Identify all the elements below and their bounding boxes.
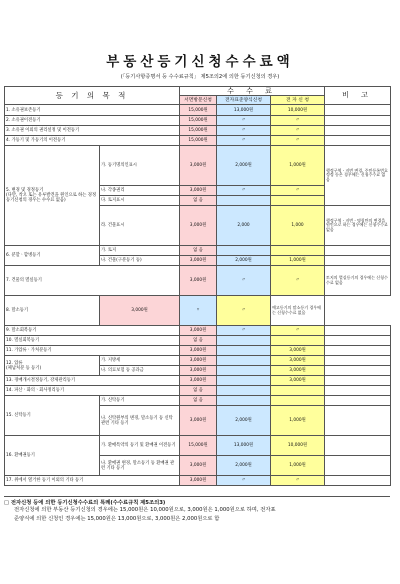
fee-paper: 없 음: [180, 386, 217, 396]
row-name: 3. 소유권 이외의 권리설정 및 이전등기: [5, 126, 180, 136]
row-note: [325, 116, 391, 126]
row-name: 4. 가등기 및 가등기의 이전등기: [5, 136, 180, 146]
fee-eapp: 〃: [271, 186, 325, 196]
row-name: 15. 신탁등기: [5, 396, 100, 436]
fee-paper: 3,000원: [180, 146, 217, 186]
table-row: [5, 126, 391, 136]
row-note: [325, 105, 391, 116]
fee-efile: 13,000원: [217, 105, 271, 116]
row-note: [325, 246, 391, 256]
fee-efile: 〃: [217, 116, 271, 126]
row-name: 6. 분할ㆍ합병등기: [5, 246, 100, 266]
fee-eapp: 〃: [271, 116, 325, 126]
fee-paper: 3,000원: [180, 346, 217, 356]
fee-efile: [217, 336, 271, 346]
fee-efile: 2,000원: [217, 256, 271, 266]
table-row: [5, 476, 391, 486]
fee-paper: 3,000원: [180, 476, 217, 486]
row-note: [325, 456, 391, 476]
fee-paper: 3,000원: [180, 326, 217, 336]
fee-paper: 없 음: [180, 246, 217, 256]
footer-line-2: 준양식에 의한 신청인 경우에는 15,000원은 13,000원으로, 3,000원은 2,000원으로 함: [14, 516, 220, 522]
row-note: 예고등기의 말소등기 경우에는 신청수수료 없음: [271, 296, 325, 326]
row-note: [325, 126, 391, 136]
fee-paper: 15,000원: [180, 126, 217, 136]
fee-eapp: 〃: [271, 476, 325, 486]
row-sub-item: 가. 신탁등기: [100, 396, 180, 406]
fee-efile: [217, 396, 271, 406]
fee-paper: 3,000원: [180, 406, 217, 436]
row-name: 2. 소유권이전등기: [5, 116, 180, 126]
row-name: 11. 가압류ㆍ가처분등기: [5, 346, 180, 356]
fee-paper: 3,000원: [180, 186, 217, 196]
fee-efile: [217, 346, 271, 356]
fee-eapp: [271, 246, 325, 256]
row-name: 14. 파산ㆍ화의ㆍ회사정리등기: [5, 386, 180, 396]
header-purpose: 등 기 의 목 적: [5, 87, 180, 105]
fee-efile: [217, 196, 271, 206]
row-note: [325, 376, 391, 386]
page-subtitle: (「등기사항증명서 등 수수료규칙」 제5조의2에 의한 등기신청의 경우): [120, 74, 280, 80]
table-row: [5, 346, 391, 356]
header-note: 비 고: [325, 87, 391, 105]
row-sub-item: 가. 지방세: [100, 356, 180, 366]
row-note: 행정구역ㆍ지번 변경, 주민등록번호정정 등은 경우에는 신청수수료 없음: [325, 146, 391, 206]
row-name: 5. 변경 및 경정등기 (다만, 착오 또는 유루발견을 원인으로 하는 경정 등기신청의 경우는 수수료 없음): [5, 146, 100, 246]
row-note: [325, 406, 391, 436]
header-col-eapp: 전 자 신 청: [271, 96, 325, 105]
row-sub-item: 나. 의료보험 등 공과금: [100, 366, 180, 376]
table-row: [5, 105, 391, 116]
fee-paper: 없 음: [180, 336, 217, 346]
table-row: [5, 336, 391, 346]
fee-paper: 15,000원: [180, 136, 217, 146]
fee-efile: 〃: [217, 136, 271, 146]
fee-eapp: [271, 386, 325, 396]
fee-efile: 2,000원: [217, 406, 271, 436]
row-note: [325, 356, 391, 366]
fee-efile: 2,000: [217, 206, 271, 246]
row-note: [325, 326, 391, 336]
fee-eapp: 〃: [271, 126, 325, 136]
fee-paper: 없 음: [180, 396, 217, 406]
fee-eapp: 1,000원: [271, 146, 325, 186]
row-name: 9. 말소회복등기: [5, 326, 180, 336]
table-row: [5, 356, 391, 366]
page-title: 부동산등기신청수수료액: [106, 54, 294, 70]
fee-paper: 3,000원: [180, 356, 217, 366]
row-sub-item: 라. 건물표시: [100, 206, 180, 246]
fee-efile: [217, 366, 271, 376]
fee-paper: 3,000원: [180, 456, 217, 476]
table-row: [5, 116, 391, 126]
row-note: [325, 346, 391, 356]
row-name: 8. 말소등기: [5, 296, 100, 326]
fee-paper: 3,000원: [180, 256, 217, 266]
fee-eapp: 〃: [271, 136, 325, 146]
fee-eapp: 〃: [217, 296, 271, 326]
fee-efile: [217, 356, 271, 366]
row-name: 12. 압류 (체납처분 등 등기): [5, 356, 100, 376]
header-col-paper: 서면방문신청: [180, 96, 217, 105]
row-sub-item: 나. 환매권 변경, 말소등기 등 환매권 관련 기타 등기: [100, 456, 180, 476]
row-note: [325, 336, 391, 346]
fee-eapp: 10,000원: [271, 436, 325, 456]
row-name: 13. 경매개시결정등기, 강제관리등기: [5, 376, 180, 386]
fee-eapp: 〃: [271, 266, 325, 296]
row-name: 7. 건물의 멸실등기: [5, 266, 180, 296]
fee-efile: 〃: [217, 326, 271, 336]
fee-efile: 13,000원: [217, 436, 271, 456]
fee-eapp: 3,000원: [271, 346, 325, 356]
row-note: 행정구역ㆍ지번ㆍ명칭만의 변경을 원인으로 하는 경우에는 신청수수료 없음: [325, 206, 391, 246]
row-note: [325, 476, 391, 486]
fee-efile: 〃: [217, 126, 271, 136]
fee-eapp: 1,000원: [271, 406, 325, 436]
fee-paper: 3,000원: [180, 206, 217, 246]
fee-eapp: 1,000원: [271, 456, 325, 476]
fee-eapp: [271, 396, 325, 406]
row-name: 1. 소유권보존등기: [5, 105, 180, 116]
header-fee-group: 수 수 료: [180, 87, 325, 96]
fee-paper: 없 음: [180, 196, 217, 206]
row-sub-item: 다. 토지표시: [100, 196, 180, 206]
fee-paper: 15,000원: [180, 105, 217, 116]
fee-paper: 15,000원: [180, 116, 217, 126]
fee-efile: 2,000원: [217, 146, 271, 186]
table-row: [5, 136, 391, 146]
table-row: [5, 146, 391, 186]
row-name: 16. 환매권등기: [5, 436, 100, 476]
row-name: 17. 위에서 열거한 등기 이외의 기타 등기: [5, 476, 180, 486]
fee-eapp: [271, 336, 325, 346]
fee-eapp: 3,000원: [271, 376, 325, 386]
fee-table: [4, 86, 391, 486]
row-sub-item: 나. 신탁원부의 변경, 말소등기 등 신탁 관련 기타 등기: [100, 406, 180, 436]
row-note: [325, 366, 391, 376]
table-row: [5, 436, 391, 456]
row-name: 10. 멸실회복등기: [5, 336, 180, 346]
fee-efile: 2,000원: [217, 456, 271, 476]
fee-paper: 3,000원: [100, 296, 180, 326]
row-note: [325, 396, 391, 406]
table-row: [5, 296, 391, 326]
fee-paper: 3,000원: [180, 266, 217, 296]
header-col-efile: 전자표준양식신청: [217, 96, 271, 105]
table-row: [5, 266, 391, 296]
fee-eapp: 3,000원: [271, 366, 325, 376]
fee-efile: 〃: [217, 186, 271, 196]
fee-paper: 15,000원: [180, 436, 217, 456]
fee-efile: 〃: [217, 266, 271, 296]
row-note: [325, 386, 391, 396]
fee-paper: 3,000원: [180, 366, 217, 376]
table-row: [5, 326, 391, 336]
table-row: [5, 386, 391, 396]
fee-efile: 〃: [217, 476, 271, 486]
fee-eapp: 〃: [271, 326, 325, 336]
footer-title: □ 전자신청 등에 의한 등기신청수수료의 특례(수수료규칙 제5조의3): [4, 496, 390, 506]
row-sub-item: 나. 각종권리: [100, 186, 180, 196]
fee-eapp: 10,000원: [271, 105, 325, 116]
fee-eapp: 1,000: [271, 206, 325, 246]
row-sub-item: 나. 건물(구분등기 등): [100, 256, 180, 266]
fee-efile: 〃: [180, 296, 217, 326]
row-sub-item: 가. 환매특약의 등기 및 환매권 이전등기: [100, 436, 180, 456]
fee-eapp: [271, 196, 325, 206]
row-note: [325, 256, 391, 266]
table-row: [5, 376, 391, 386]
table-row: [5, 396, 391, 406]
fee-eapp: 3,000원: [271, 356, 325, 366]
fee-efile: [217, 386, 271, 396]
fee-eapp: 1,000원: [271, 256, 325, 266]
row-sub-item: 가. 토지: [100, 246, 180, 256]
row-sub-item: 가. 등기명의인표시: [100, 146, 180, 186]
row-note: [325, 436, 391, 456]
fee-efile: [217, 246, 271, 256]
fee-paper: 3,000원: [180, 376, 217, 386]
footer-line-1: 전자신청에 의한 부동산 등기신청의 경우에는 15,000원은 10,000원으로, 3,000원은 1,000원으로 하며, 전자표: [14, 507, 276, 513]
table-row: [5, 246, 391, 256]
row-note: [325, 136, 391, 146]
fee-efile: [217, 376, 271, 386]
row-note: 토지의 멸실등기의 경우에는 신청수수료 없음: [325, 266, 391, 296]
